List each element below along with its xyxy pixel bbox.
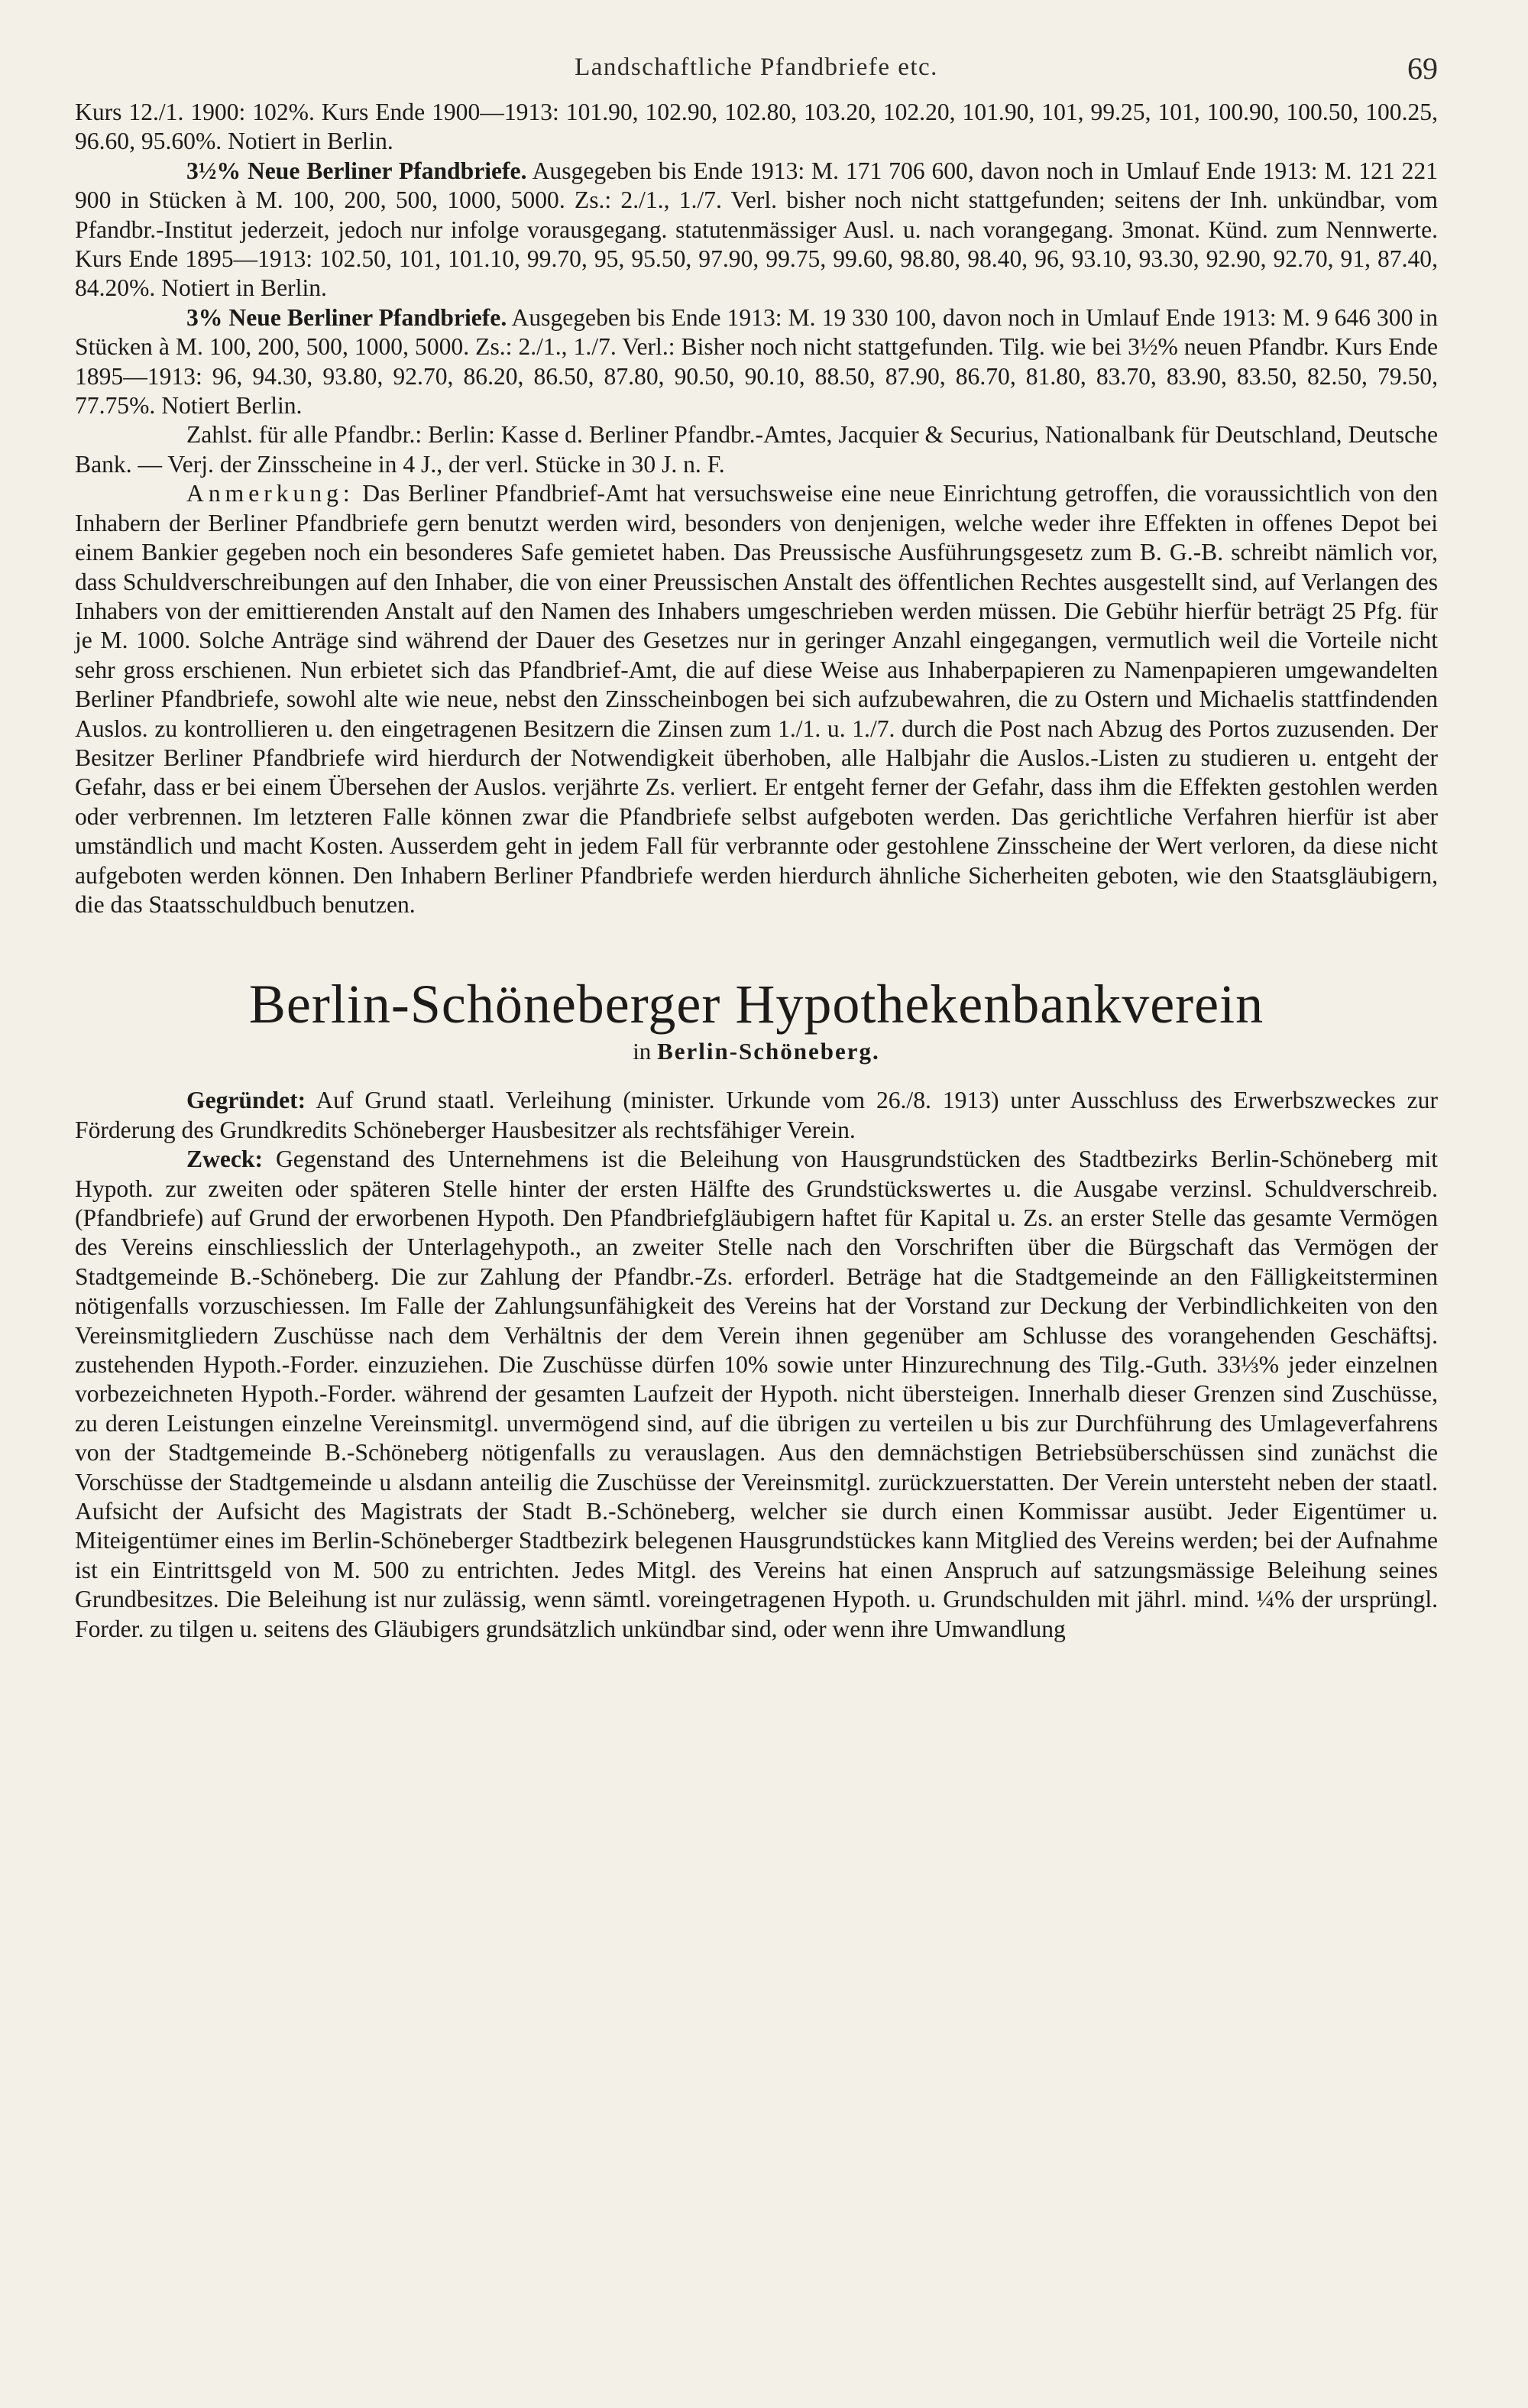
section-location [75, 1037, 1438, 1066]
paragraph-text: Ausgegeben bis Ende 1913: M. 19 330 100, davon noch in Umlauf Ende 1913: M. 9 646 300 in Stücken à M. 100, 200, 500, 1000, 5000. Zs.: 2./1., 1./7. Verl.: Bisher noch nicht stattgefunden. Tilg. wie bei 3½% neuen Pfandbr. Kurs Ende 1895—1913: 96, 94.30, 93.80, 92.70, 86.20, 86.50, 87.80, 90.50, 90.10, 88.50, 87.90, 86.70, 81.80, 83.70, 83.90, 83.50, 82.50, 79.50, 77.75%. Notiert Berlin. [75, 303, 1438, 420]
paragraph-text: Das Berliner Pfandbrief-Amt hat versuchsweise eine neue Einrichtung getroffen, die voraussichtlich von den Inhabern der Berliner Pfandbriefe gern benutzt werden wird, besonders von denjenigen, welche weder ihre Effekten in offenes Depot bei einem Bankier gegeben noch ein besonderes Safe gemietet haben. Das Preussische Ausführungsgesetz zum B. G.-B. schreibt nämlich vor, dass Schuldverschreibungen auf den Inhaber, die von einer Preussischen Anstalt des öffentlichen Rechtes ausgestellt sind, auf Verlangen des Inhabers von der emittierenden Anstalt auf den Namen des Inhabers umgeschrieben werden müssen. Die Gebühr hierfür beträgt 25 Pfg. für je M. 1000. Solche Anträge sind während der Dauer des Gesetzes nur in geringer Anzahl eingegangen, vermutlich weil die Vorteile nicht sehr gross erschienen. Nun erbietet sich das Pfandbrief-Amt, die auf diese Weise aus Inhaberpapieren zu Namenpapieren umgewandelten Berliner Pfandbriefe, sowohl alte wie neue, nebst den Zinsscheinbogen bei sich aufzubewahren, die zu Ostern und Michaelis stattfindenden Auslos. zu kontrollieren u. den eingetragenen Besitzern die Zinsen zum 1./1. u. 1./7. durch die Post nach Abzug des Portos zuzusenden. Der Besitzer Berliner Pfandbriefe wird hierdurch der Notwendigkeit überhoben, alle Halbjahr die Auslos.-Listen zu studieren u. entgeht der Gefahr, dass er bei einem Übersehen der Auslos. verjährte Zs. verliert. Er entgeht ferner der Gefahr, dass ihm die Effekten gestohlen werden oder verbrennen. Im letzteren Falle können zwar die Pfandbriefe selbst aufgeboten werden. Das gerichtliche Verfahren hierfür ist aber umständlich und macht Kosten. Ausserdem geht in jedem Fall für verbrannte oder gestohlene Zinsscheine der Wert verloren, da diese nicht aufgeboten werden können. Den Inhabern Berliner Pfandbriefe werden hierdurch ähnliche Sicherheiten geboten, wie den Staatsgläubigern, die das Staatsschuldbuch benutzen. [75, 480, 1439, 918]
running-header [75, 47, 1438, 98]
paragraph-lead: 3% Neue Berliner Pfandbriefe. [186, 303, 507, 331]
paragraph-neue-pfandbriefe-3-5 [75, 157, 1438, 303]
section-location-prefix: in [633, 1038, 652, 1065]
paragraph-text: Kurs 12./1. 1900: 102%. Kurs Ende 1900—1913: 101.90, 102.90, 102.80, 103.20, 102.20, 101.90, 101, 99.25, 101, 100.90, 100.50, 100.25, 96.60, 95.60%. Notiert in Berlin. [75, 99, 1438, 155]
section-spacer [75, 919, 1438, 973]
paragraph-kurs [75, 98, 1438, 157]
section-title: Berlin-Schöneberger Hypothekenbankverein [248, 974, 1264, 1035]
paragraph-text: Zahlst. für alle Pfandbr.: Berlin: Kasse d. Berliner Pfandbr.-Amtes, Jacquier & Securius, Nationalbank für Deutschland, Deutsche Bank. — Verj. der Zinsscheine in 4 J., der verl. Stücke in 30 J. n. F. [75, 421, 1438, 478]
paragraph-zahlstellen [75, 420, 1438, 479]
text-block-bottom [75, 1086, 1438, 1644]
paragraph-lead: Zweck: [186, 1146, 264, 1173]
paragraph-lead: 3½% Neue Berliner Pfandbriefe. [186, 157, 527, 184]
paragraph-neue-pfandbriefe-3 [75, 303, 1438, 421]
paragraph-text: Ausgegeben bis Ende 1913: M. 171 706 600, davon noch in Umlauf Ende 1913: M. 121 221 900 in Stücken à M. 100, 200, 500, 1000, 5000. Zs.: 2./1., 1./7. Verl. bisher noch nicht stattgefunden; seitens der Inh. unkündbar, vom Pfandbr.-Institut jederzeit, jedoch nur infolge vorausgegang. statutenmässiger Ausl. u. nach vorangegang. 3monat. Künd. zum Nennwerte. Kurs Ende 1895—1913: 102.50, 101, 101.10, 99.70, 95, 95.50, 97.90, 99.75, 99.60, 98.80, 98.40, 96, 93.10, 93.30, 92.90, 92.70, 91, 87.40, 84.20%. Notiert in Berlin. [75, 157, 1438, 302]
paragraph-text: Gegenstand des Unternehmens ist die Beleihung von Hausgrundstücken des Stadtbezirks Berlin-Schöneberg mit Hypoth. zur zweiten oder späteren Stelle hinter der ersten Hälfte des Grundstückswertes u. die Ausgabe verzinsl. Schuldverschreib. (Pfandbriefe) auf Grund der erworbenen Hypoth. Den Pfandbriefgläubigern haftet für Kapital u. Zs. an erster Stelle das gesamte Vermögen des Vereins einschliesslich der Unterlagehypoth., an zweiter Stelle nach den Vorschriften über die Bürgschaft das Vermögen der Stadtgemeinde B.-Schöneberg. Die zur Zahlung der Pfandbr.-Zs. erforderl. Beträge hat die Stadtgemeinde an den Fälligkeitsterminen nötigenfalls vorzuschiessen. Im Falle der Zahlungsunfähigkeit des Vereins hat der Vorstand zur Deckung der Verbindlichkeiten von den Vereinsmitgliedern Zuschüsse nach dem Verhältnis der dem Verein ihnen gegenüber am Schlusse des vorangehenden Geschäftsj. zustehenden Hypoth.-Forder. einzuziehen. Die Zuschüsse dürfen 10% sowie unter Hinzurechnung des Tilg.-Guth. 33⅓% jeder einzelnen vorbezeichneten Hypoth.-Forder. während der gesamten Laufzeit der Hypoth. nicht übersteigen. Innerhalb dieser Grenzen sind Zuschüsse, zu deren Leistungen einzelne Vereinsmitgl. unvermögend sind, auf die übrigen zu verteilen u bis zur Durchführung des Umlageverfahrens von der Stadtgemeinde B.-Schöneberg nötigenfalls zu verauslagen. Aus den demnächstigen Betriebsüberschüssen sind zunächst die Vorschüsse der Stadtgemeinde u alsdann anteilig die Zuschüsse der Vereinsmitgl. zurückzuerstatten. Der Verein untersteht neben der staatl. Aufsicht der Aufsicht des Magistrats der Stadt B.-Schöneberg, welcher sie durch einen Kommissar ausübt. Jeder Eigentümer u. Miteigentümer eines im Berlin-Schöneberger Stadtbezirk belegenen Hausgrundstückes kann Mitglied des Vereins werden; bei der Aufnahme ist ein Eintrittsgeld von M. 500 zu entrichten. Jedes Mitgl. des Vereins hat einen Anspruch auf satzungsmässige Beleihung seines Grundbesitzes. Die Beleihung ist nur zulässig, wenn sämtl. voreingetragenen Hypoth. u. Grundschulden mit jährl. mind. ¼% der ursprüngl. Forder. zu tilgen u. seitens des Gläubigers grundsätzlich unkündbar sind, oder wenn ihre Umwandlung [75, 1146, 1439, 1642]
section-location-name: Berlin-Schöneberg. [657, 1038, 880, 1065]
page-number: 69 [1407, 51, 1438, 86]
paragraph-anmerkung [75, 479, 1438, 919]
running-header-title: Landschaftliche Pfandbriefe etc. [575, 53, 938, 81]
paragraph-lead: Gegründet: [186, 1087, 306, 1114]
paragraph-gegruendet [75, 1086, 1438, 1145]
paragraph-text: Auf Grund staatl. Verleihung (minister. Urkunde vom 26./8. 1913) unter Ausschluss des Erwerbszweckes zur Förderung des Grundkredits Schöneberger Hausbesitzer als rechtsfähiger Verein. [75, 1087, 1438, 1143]
paragraph-zweck [75, 1145, 1438, 1644]
text-block-top [75, 98, 1438, 919]
paragraph-lead: Anmerkung: [186, 480, 354, 507]
